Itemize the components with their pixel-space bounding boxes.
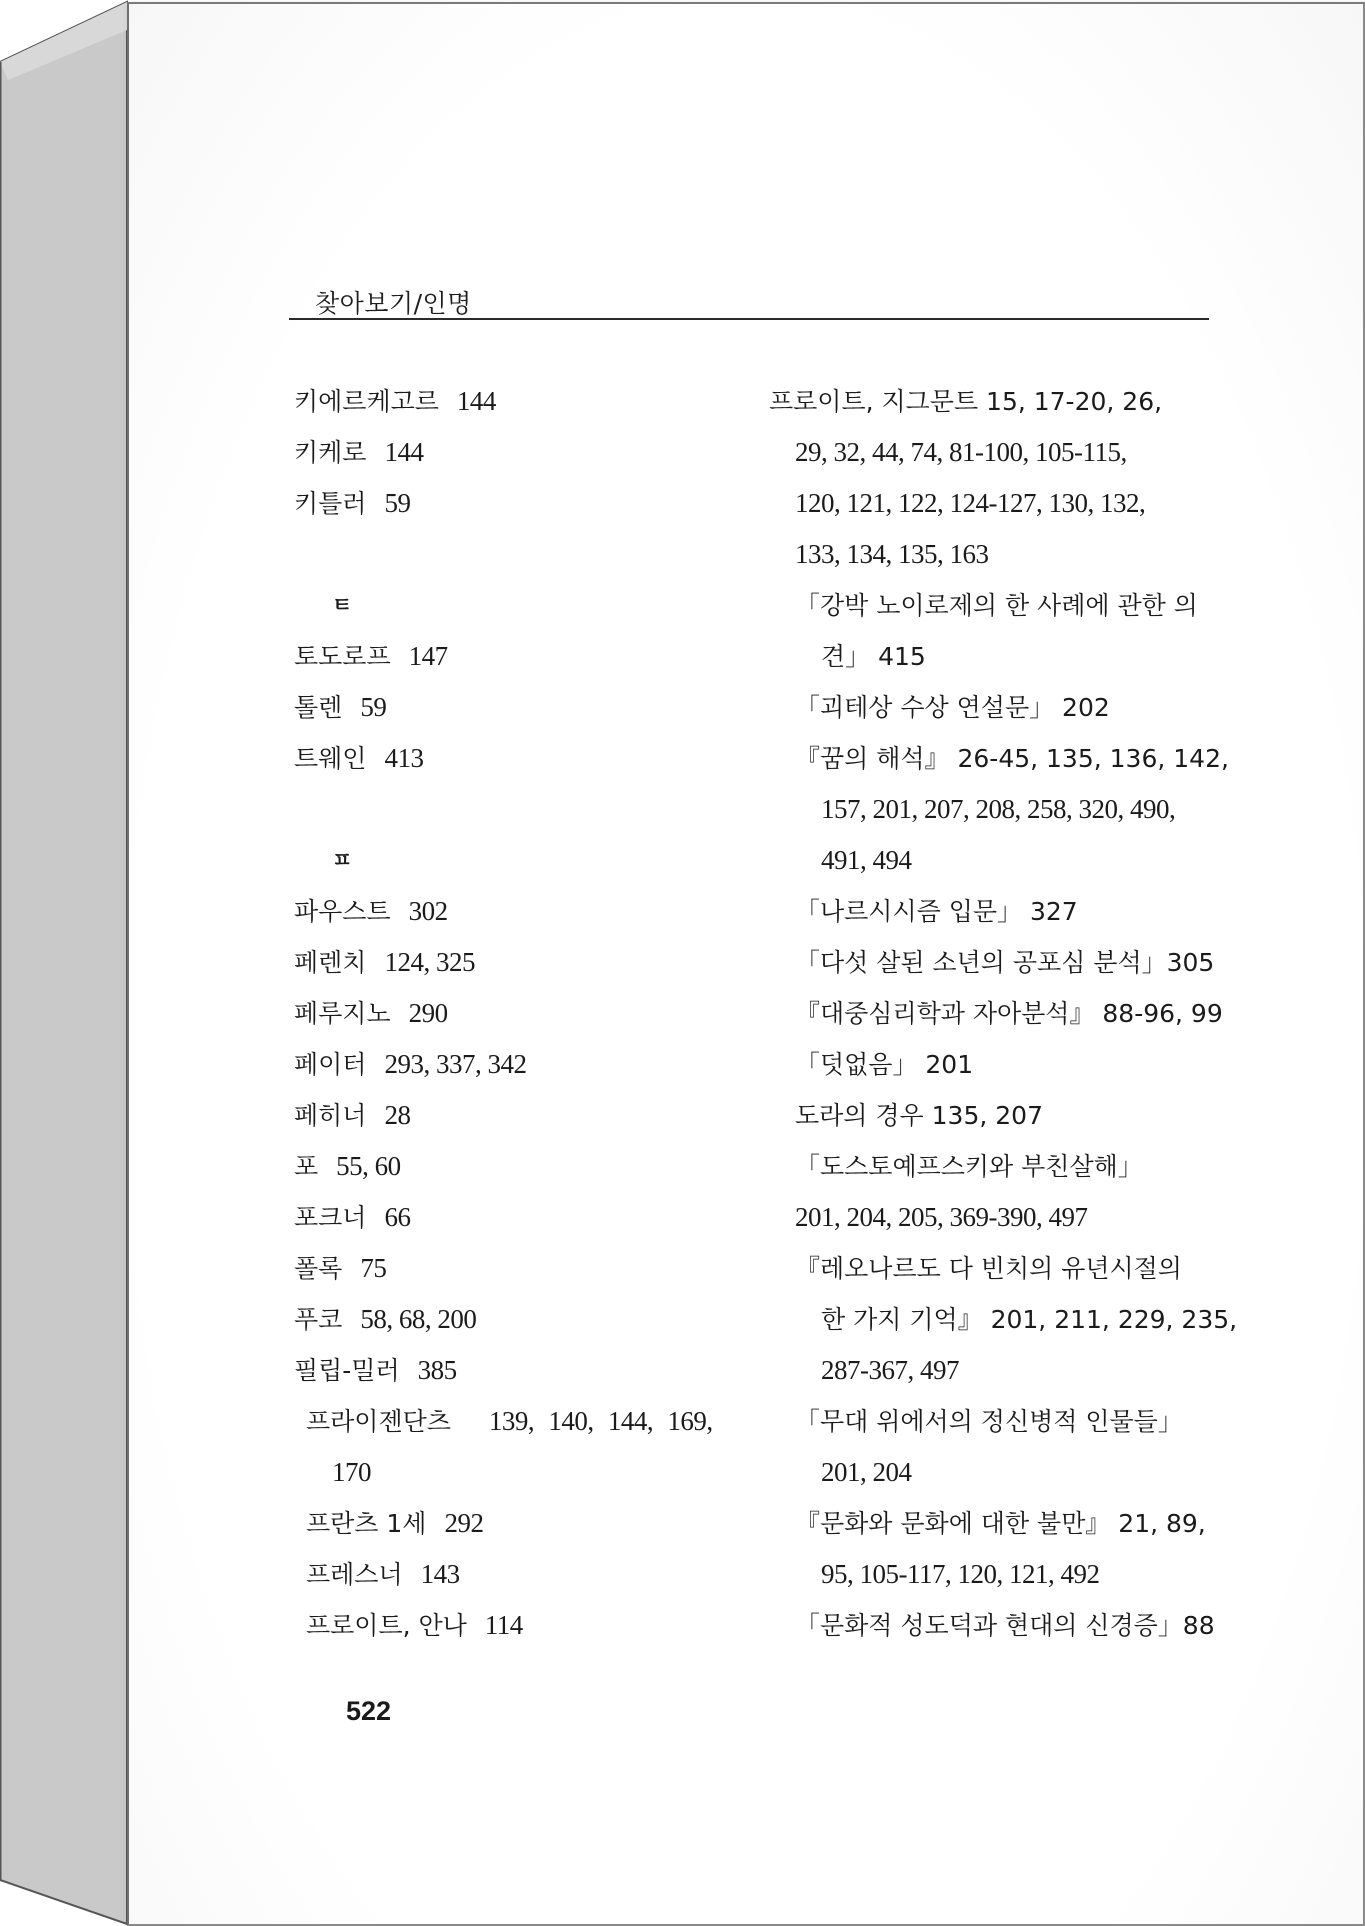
index-subentry — [769, 580, 1244, 631]
entry-text: 29, 32, 44, 74, 81-100, 105-115, — [795, 437, 1127, 467]
entry-term: 포 — [294, 1152, 319, 1181]
entry-text: 「괴테상 수상 연설문」 202 — [795, 693, 1110, 722]
entry-term: 트웨인 — [294, 744, 367, 773]
index-subentry-continuation — [769, 1447, 1244, 1498]
index-entry — [294, 988, 734, 1039]
entry-text: 120, 121, 122, 124-127, 130, 132, — [795, 488, 1146, 518]
entry-term: 프라이젠단츠 — [306, 1407, 451, 1436]
spacer — [294, 784, 734, 835]
index-subentry-continuation — [769, 784, 1244, 835]
entry-pages: 302 — [408, 896, 448, 926]
index-subentry-continuation — [769, 1294, 1244, 1345]
entry-text: 『대중심리학과 자아분석』 88-96, 99 — [795, 999, 1223, 1028]
entry-text: 「도스토예프스키와 부친살해」 — [795, 1152, 1143, 1181]
entry-pages: 143 — [420, 1559, 460, 1589]
index-subentry — [769, 937, 1244, 988]
index-entry — [294, 1243, 734, 1294]
index-subentry — [769, 1396, 1244, 1447]
index-entry-continuation — [769, 529, 1244, 580]
entry-pages-continued: 170 — [332, 1457, 371, 1487]
entry-text: 201, 204, 205, 369-390, 497 — [795, 1202, 1088, 1232]
entry-term: 톨렌 — [294, 693, 343, 722]
letter-heading-t: ㅌ — [332, 593, 353, 617]
index-subentry-continuation — [769, 835, 1244, 886]
entry-text: 「강박 노이로제의 한 사례에 관한 의 — [795, 591, 1198, 620]
entry-text: 491, 494 — [821, 845, 912, 875]
entry-text: 프로이트, 지그문트 15, 17-20, 26, — [769, 387, 1163, 416]
entry-pages: 290 — [408, 998, 448, 1028]
entry-pages: 144 — [384, 437, 424, 467]
index-subentry — [769, 733, 1244, 784]
entry-pages: 293, 337, 342 — [384, 1049, 527, 1079]
index-entry — [294, 631, 734, 682]
entry-text: 『레오나르도 다 빈치의 유년시절의 — [795, 1254, 1182, 1283]
entry-pages: 55, 60 — [336, 1151, 401, 1181]
entry-pages: 385 — [417, 1355, 457, 1385]
entry-text: 『문화와 문화에 대한 불만』 21, 89, — [795, 1509, 1206, 1538]
index-entry — [294, 1600, 734, 1651]
index-entry — [294, 478, 734, 529]
entry-text: 견」 415 — [821, 642, 926, 671]
index-entry — [294, 733, 734, 784]
spacer — [294, 529, 734, 580]
entry-pages: 139, 140, 144, 169, — [488, 1406, 713, 1436]
entry-text: 95, 105-117, 120, 121, 492 — [821, 1559, 1100, 1589]
entry-term: 프레스너 — [306, 1560, 403, 1589]
index-subentry — [769, 886, 1244, 937]
entry-pages: 114 — [484, 1610, 523, 1640]
entry-pages: 124, 325 — [384, 947, 475, 977]
index-entry — [294, 1090, 734, 1141]
entry-term: 파우스트 — [294, 897, 391, 926]
entry-term: 푸코 — [294, 1305, 343, 1334]
entry-pages: 413 — [384, 743, 424, 773]
index-entry-main — [769, 376, 1244, 427]
entry-pages: 58, 68, 200 — [360, 1304, 477, 1334]
index-column-left — [294, 376, 734, 1651]
entry-pages: 75 — [360, 1253, 387, 1283]
index-entry — [294, 1294, 734, 1345]
index-entry — [294, 1141, 734, 1192]
entry-pages: 144 — [456, 386, 496, 416]
entry-text: 한 가지 기억』 201, 211, 229, 235, — [821, 1305, 1238, 1334]
entry-term: 토도로프 — [294, 642, 391, 671]
index-entry — [294, 937, 734, 988]
entry-term: 필립-밀러 — [294, 1356, 400, 1385]
entry-text: 133, 134, 135, 163 — [795, 539, 989, 569]
entry-term: 프란츠 1세 — [306, 1509, 427, 1538]
index-entry — [294, 1039, 734, 1090]
index-subentry — [769, 682, 1244, 733]
entry-text: 도라의 경우 135, 207 — [795, 1101, 1043, 1130]
entry-pages: 147 — [408, 641, 448, 671]
book-page — [127, 2, 1365, 1926]
entry-pages: 59 — [360, 692, 387, 722]
index-subentry-continuation — [769, 631, 1244, 682]
index-entry — [294, 1549, 734, 1600]
index-subentry — [769, 1600, 1244, 1651]
index-subentry-continuation — [769, 1192, 1244, 1243]
index-entry — [294, 1192, 734, 1243]
running-head: 찾아보기/인명 — [315, 289, 472, 318]
entry-pages: 66 — [384, 1202, 411, 1232]
index-entry — [294, 1345, 734, 1396]
index-entry-continuation — [769, 478, 1244, 529]
index-subentry-continuation — [769, 1345, 1244, 1396]
entry-term: 페히너 — [294, 1101, 367, 1130]
book-spine-3d-edge — [0, 0, 130, 1926]
index-subentry — [769, 1243, 1244, 1294]
index-entry — [294, 376, 734, 427]
entry-term: 페렌치 — [294, 948, 367, 977]
letter-heading-p: ㅍ — [332, 848, 353, 872]
index-entry-continuation — [294, 1447, 734, 1498]
page-number: 522 — [346, 1696, 392, 1726]
index-entry — [294, 427, 734, 478]
entry-text: 「나르시시즘 입문」 327 — [795, 897, 1078, 926]
entry-term: 페이터 — [294, 1050, 367, 1079]
index-column-right — [769, 376, 1244, 1651]
entry-term: 키에르케고르 — [294, 387, 439, 416]
entry-text: 157, 201, 207, 208, 258, 320, 490, — [821, 794, 1176, 824]
entry-pages: 59 — [384, 488, 411, 518]
header-rule — [289, 318, 1209, 320]
entry-text: 「문화적 성도덕과 현대의 신경증」88 — [795, 1611, 1215, 1640]
entry-text: 『꿈의 해석』 26-45, 135, 136, 142, — [795, 744, 1229, 773]
entry-term: 키케로 — [294, 438, 367, 467]
entry-text: 201, 204 — [821, 1457, 912, 1487]
index-subentry — [769, 1039, 1244, 1090]
index-entry-continuation — [769, 427, 1244, 478]
entry-term: 포크너 — [294, 1203, 367, 1232]
entry-term: 키틀러 — [294, 489, 367, 518]
entry-text: 「덧없음」 201 — [795, 1050, 974, 1079]
entry-pages: 28 — [384, 1100, 411, 1130]
index-entry — [294, 1498, 734, 1549]
entry-term: 폴록 — [294, 1254, 343, 1283]
index-entry — [294, 682, 734, 733]
entry-text: 287-367, 497 — [821, 1355, 959, 1385]
index-subentry — [769, 1141, 1244, 1192]
entry-pages: 292 — [444, 1508, 484, 1538]
index-subentry — [769, 1090, 1244, 1141]
index-entry — [294, 886, 734, 937]
entry-term: 페루지노 — [294, 999, 391, 1028]
index-subentry — [769, 988, 1244, 1039]
entry-text: 「다섯 살된 소년의 공포심 분석」305 — [795, 948, 1215, 977]
index-entry — [294, 1396, 734, 1447]
index-subentry — [769, 1498, 1244, 1549]
index-subentry-continuation — [769, 1549, 1244, 1600]
entry-text: 「무대 위에서의 정신병적 인물들」 — [795, 1407, 1183, 1436]
entry-term: 프로이트, 안나 — [306, 1611, 467, 1640]
